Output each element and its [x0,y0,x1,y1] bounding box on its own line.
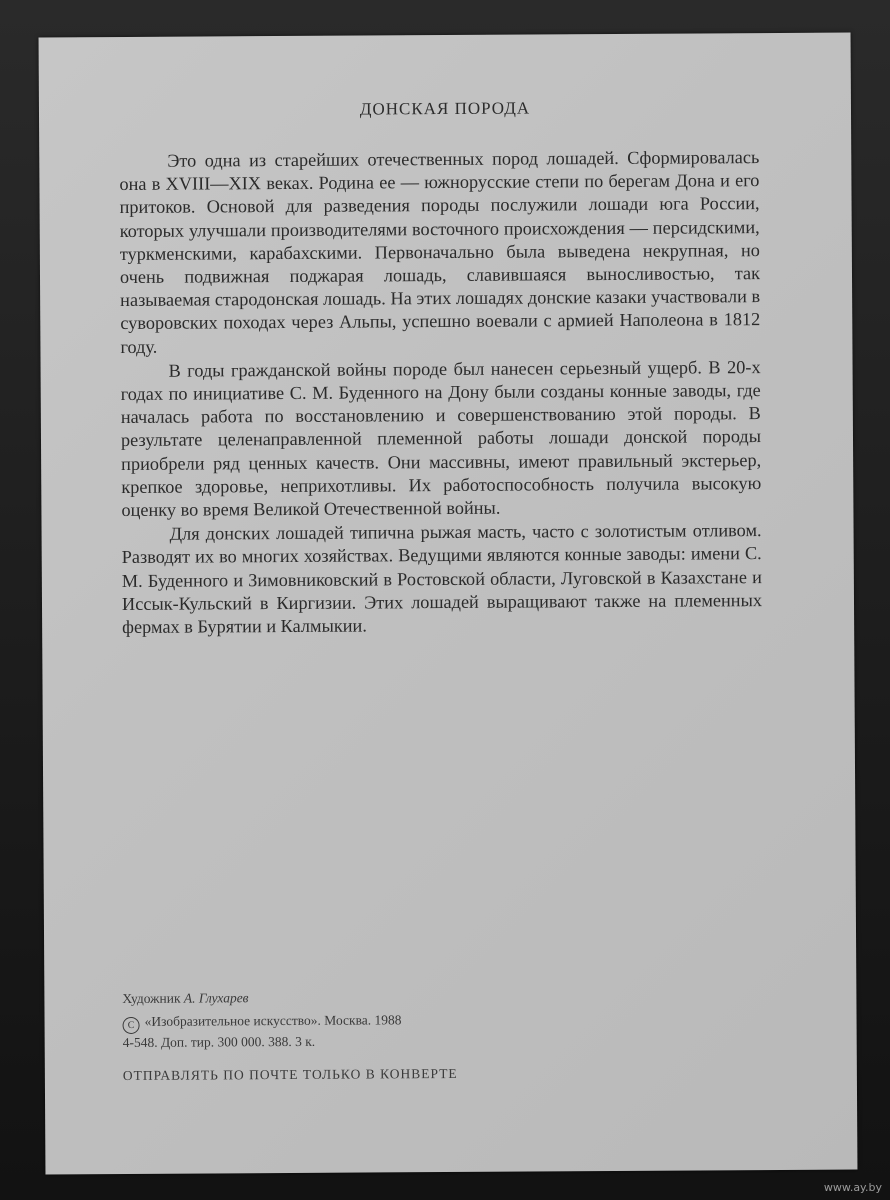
artist-credit [122,988,401,1007]
copyright-icon: C [123,1017,140,1034]
watermark: www.ay.by [823,1181,882,1194]
mail-note: ОТПРАВЛЯТЬ ПО ПОЧТЕ ТОЛЬКО В КОНВЕРТЕ [122,1065,458,1083]
paragraph-3: Для донских лошадей типична рыжая масть, часто с золотистым отливом. Разводят их во многих хозяйствах. Ведущими являются конные заводы: имени С. М. Буденного и Зимовниковский в Ростовской области, Луговской в Казахстане и Иссык-Кульский в Киргизии. Этих лошадей выращивают также на племенных фермах в Бурятии и Калмыкии. [121,520,763,638]
imprint [122,988,401,1051]
page-title: ДОНСКАЯ ПОРОДА [359,98,531,119]
paragraph-1: Это одна из старейших отечественных пород лошадей. Сформировалась она в XVIII—XIX веках. Родина ее — южнорусские степи по берегам Дона и его притоков. Основой для разведения породы послужили лошади юга России, которых улучшали производителями восточного происхождения — персидскими, туркменскими, карабахскими. Первоначально была выведена некрупная, но очень подвижная поджарая лошадь, славившаяся выносливостью, так называемая стародонская лошадь. На этих лошадях донские казаки участвовали в суворовских походах через Альпы, успешно воевали с армией Наполеона в 1812 году. [119,147,761,357]
paragraph-2: В годы гражданской войны породе был нанесен серьезный ущерб. В 20-х годах по инициативе С. М. Буденного на Дону были созданы конные заводы, где началась работа по восстановлению и совершенствованию этой породы. В результате целенаправленной племенной работы лошади донской породы приобрели ряд ценных качеств. Они массивны, имеют правильный экстерьер, крепкое здоровье, неприхотливы. Их работоспособность получила высокую оценку во время Великой Отечественной войны. [120,356,762,521]
artist-name: А. Глухарев [183,990,249,1006]
publisher-credit [122,1011,401,1034]
publisher-line: «Изобразительное искусство». Москва. 1988 [144,1012,402,1029]
body-text [119,146,762,640]
artist-label: Художник [122,990,181,1006]
print-line: 4-548. Доп. тир. 300 000. 388. 3 к. [122,1033,316,1050]
postcard-back [39,33,858,1175]
